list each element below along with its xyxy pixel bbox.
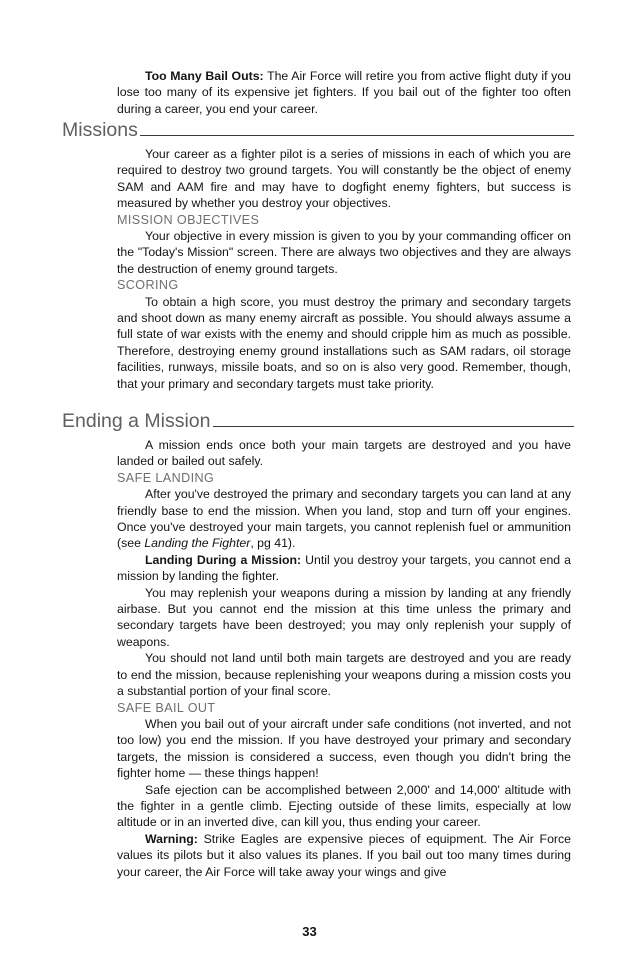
missions-block (117, 146, 571, 392)
section-heading: Missions (62, 119, 138, 141)
subheading-safe-landing: SAFE LANDING (117, 470, 215, 485)
subheading-scoring: SCORING (117, 278, 179, 293)
bail-out-paragraph: When you bail out of your aircraft under safe conditions (not inverted, and not too low) you end the mission. If you have destroyed your primary and secondary targets, the mission is considered a success, even though you didn't bring the fighter home — these things happen! (117, 716, 571, 781)
replenish-paragraph: You may replenish your weapons during a mission by landing at any friendly airbase. But you cannot end the mission at this time unless the primary and secondary targets have been destroyed; you may only replenish your supply of weapons. (117, 585, 571, 649)
page-number: 33 (302, 924, 317, 939)
subheading-safe-bail-out: SAFE BAIL OUT (117, 700, 216, 715)
should-not-land-paragraph: You should not land until both main targets are destroyed and you are ready to end the mission, because replenishing your weapons during a mission costs you a substantial portion of your final score. (117, 651, 571, 699)
objectives-paragraph: Your objective in every mission is given to you by your commanding officer on the "Today's Mission" screen. There are always two objectives and they are always the destruction of enemy ground targets. (117, 229, 571, 276)
ejection-paragraph: Safe ejection can be accomplished between 2,000' and 14,000' altitude with the fighter in a gentle climb. Ejecting outside of these limits, especially at low altitude or in an inverted dive, can kill you, thus ending your career. (117, 782, 571, 830)
reference-landing-the-fighter: Landing the Fighter (144, 536, 251, 551)
section-heading: Ending a Mission (62, 410, 211, 432)
missions-paragraph: Your career as a fighter pilot is a series of missions in each of which you are required to destroy two ground targets. You will constantly be the object of enemy SAM and AAM fire and may have to dogfight enemy fighters, but success is measured by whether you destroy your objectives. (117, 147, 571, 211)
scoring-paragraph: To obtain a high score, you must destroy the primary and secondary targets and shoot down as many enemy aircraft as possible. You should always assume a full state of war exists with the enemy and should cripple him as much as possible. Therefore, destroying enemy ground installations such as SAM radars, oil storage facilities, runways, missile boats, and so on is also very good. Remember, though, that your primary and secondary targets must take priority. (117, 294, 571, 391)
intro-text: The Air Force will retire you from active flight duty if you lose too many of its expensive jet fighters. If you bail out of the fighter too often during a career, you end your career. (117, 69, 571, 116)
warning-text: Strike Eagles are expensive pieces of equipment. The Air Force values its pilots but it also values its planes. If you bail out too many times during your career, the Air Force will take away your wings and give (117, 831, 571, 879)
ending-block (117, 437, 571, 880)
warning-lead: Warning: (145, 831, 198, 846)
section-ending-a-mission (62, 409, 574, 433)
subheading-mission-objectives: MISSION OBJECTIVES (117, 212, 260, 227)
safe-landing-text-end: , pg 41). (250, 536, 296, 551)
safe-landing-paragraph (117, 486, 571, 552)
intro-block (117, 68, 571, 117)
landing-during-mission-paragraph (117, 552, 571, 585)
intro-lead: Too Many Bail Outs: (145, 69, 264, 83)
landing-text: Until you destroy your targets, you cannot end a mission by landing the fighter. (117, 552, 571, 584)
landing-lead: Landing During a Mission: (145, 552, 302, 567)
safe-landing-text: After you've destroyed the primary and secondary targets you can land at any friendly base to end the mission. When you land, stop and turn off your engines. Once you've destroyed your main targets, you cannot replenish fuel or ammunition (see (117, 487, 571, 551)
intro-paragraph (117, 68, 571, 117)
section-missions (62, 118, 574, 142)
ending-paragraph: A mission ends once both your main targets are destroyed and you have landed or bailed out safely. (117, 438, 571, 469)
warning-paragraph (117, 831, 571, 880)
